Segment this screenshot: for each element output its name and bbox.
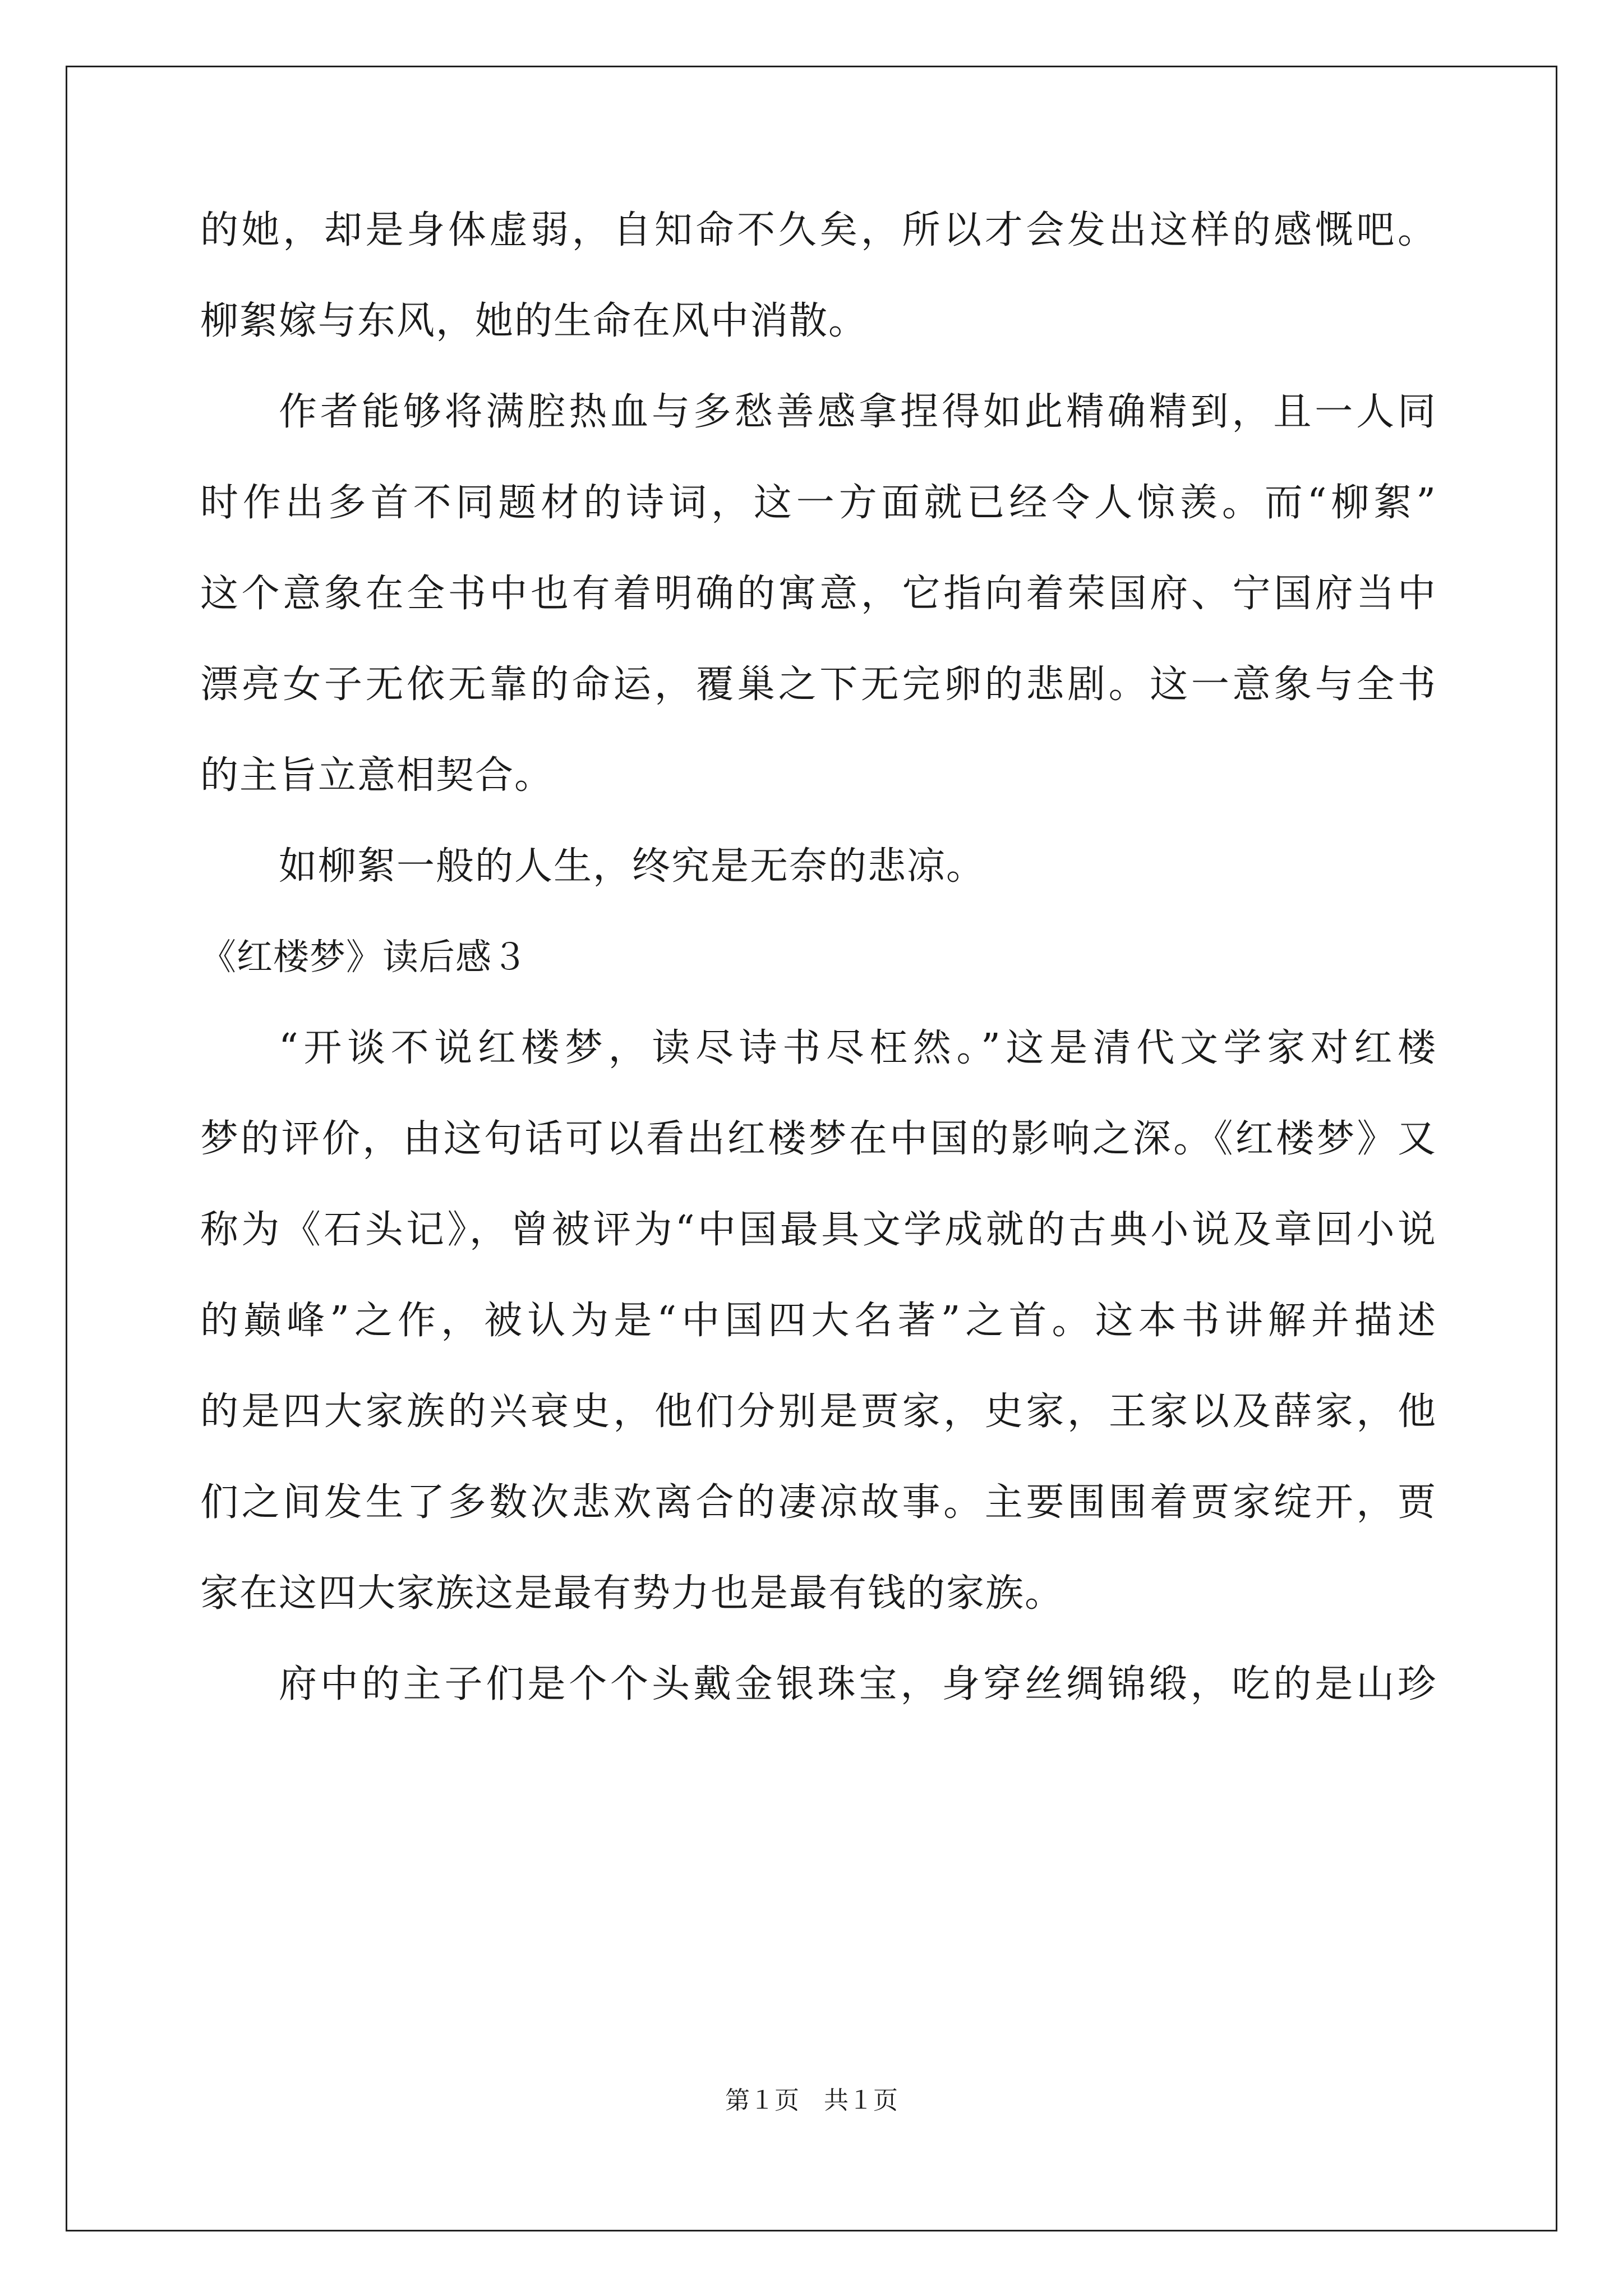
text-line: 这个意象在全书中也有着明确的寓意，它指向着荣国府、宁国府当中: [200, 572, 1437, 616]
text-line: “开谈不说红楼梦，读尽诗书尽枉然。”这是清代文学家对红楼: [279, 1026, 1437, 1070]
text-line: 的她，却是身体虚弱，自知命不久矣，所以才会发出这样的感慨吧。: [200, 208, 1437, 252]
document-body: [200, 185, 1437, 1730]
text-line: 的主旨立意相契合。: [200, 753, 554, 798]
text-line: 的巅峰”之作，被认为是“中国四大名著”之首。这本书讲解并描述: [200, 1299, 1437, 1343]
text-line: 如柳絮一般的人生，终究是无奈的悲凉。: [279, 844, 986, 889]
text-line: 的是四大家族的兴衰史，他们分别是贾家，史家，王家以及薛家，他: [200, 1389, 1437, 1434]
text-line: 称为《石头记》，曾被评为“中国最具文学成就的古典小说及章回小说: [200, 1208, 1437, 1252]
page-footer: 第１页 共１页: [725, 2086, 898, 2115]
text-line: 们之间发生了多数次悲欢离合的凄凉故事。主要围围着贾家绽开，贾: [200, 1480, 1437, 1525]
text-line: 作者能够将满腔热血与多愁善感拿捏得如此精确精到，且一人同: [279, 390, 1437, 434]
text-line: 梦的评价，由这句话可以看出红楼梦在中国的影响之深。《红楼梦》又: [200, 1117, 1437, 1161]
text-line: 漂亮女子无依无靠的命运，覆巢之下无完卵的悲剧。这一意象与全书: [200, 662, 1437, 707]
text-line: 家在这四大家族这是最有势力也是最有钱的家族。: [200, 1571, 1064, 1616]
section-heading: 《红楼梦》读后感３: [200, 937, 528, 978]
text-line: 柳絮嫁与东风，她的生命在风中消散。: [200, 299, 868, 343]
text-line: 时作出多首不同题材的诗词，这一方面就已经令人惊羡。而“柳絮”: [200, 481, 1437, 525]
text-line: 府中的主子们是个个头戴金银珠宝，身穿丝绸锦缎，吃的是山珍: [279, 1662, 1437, 1706]
